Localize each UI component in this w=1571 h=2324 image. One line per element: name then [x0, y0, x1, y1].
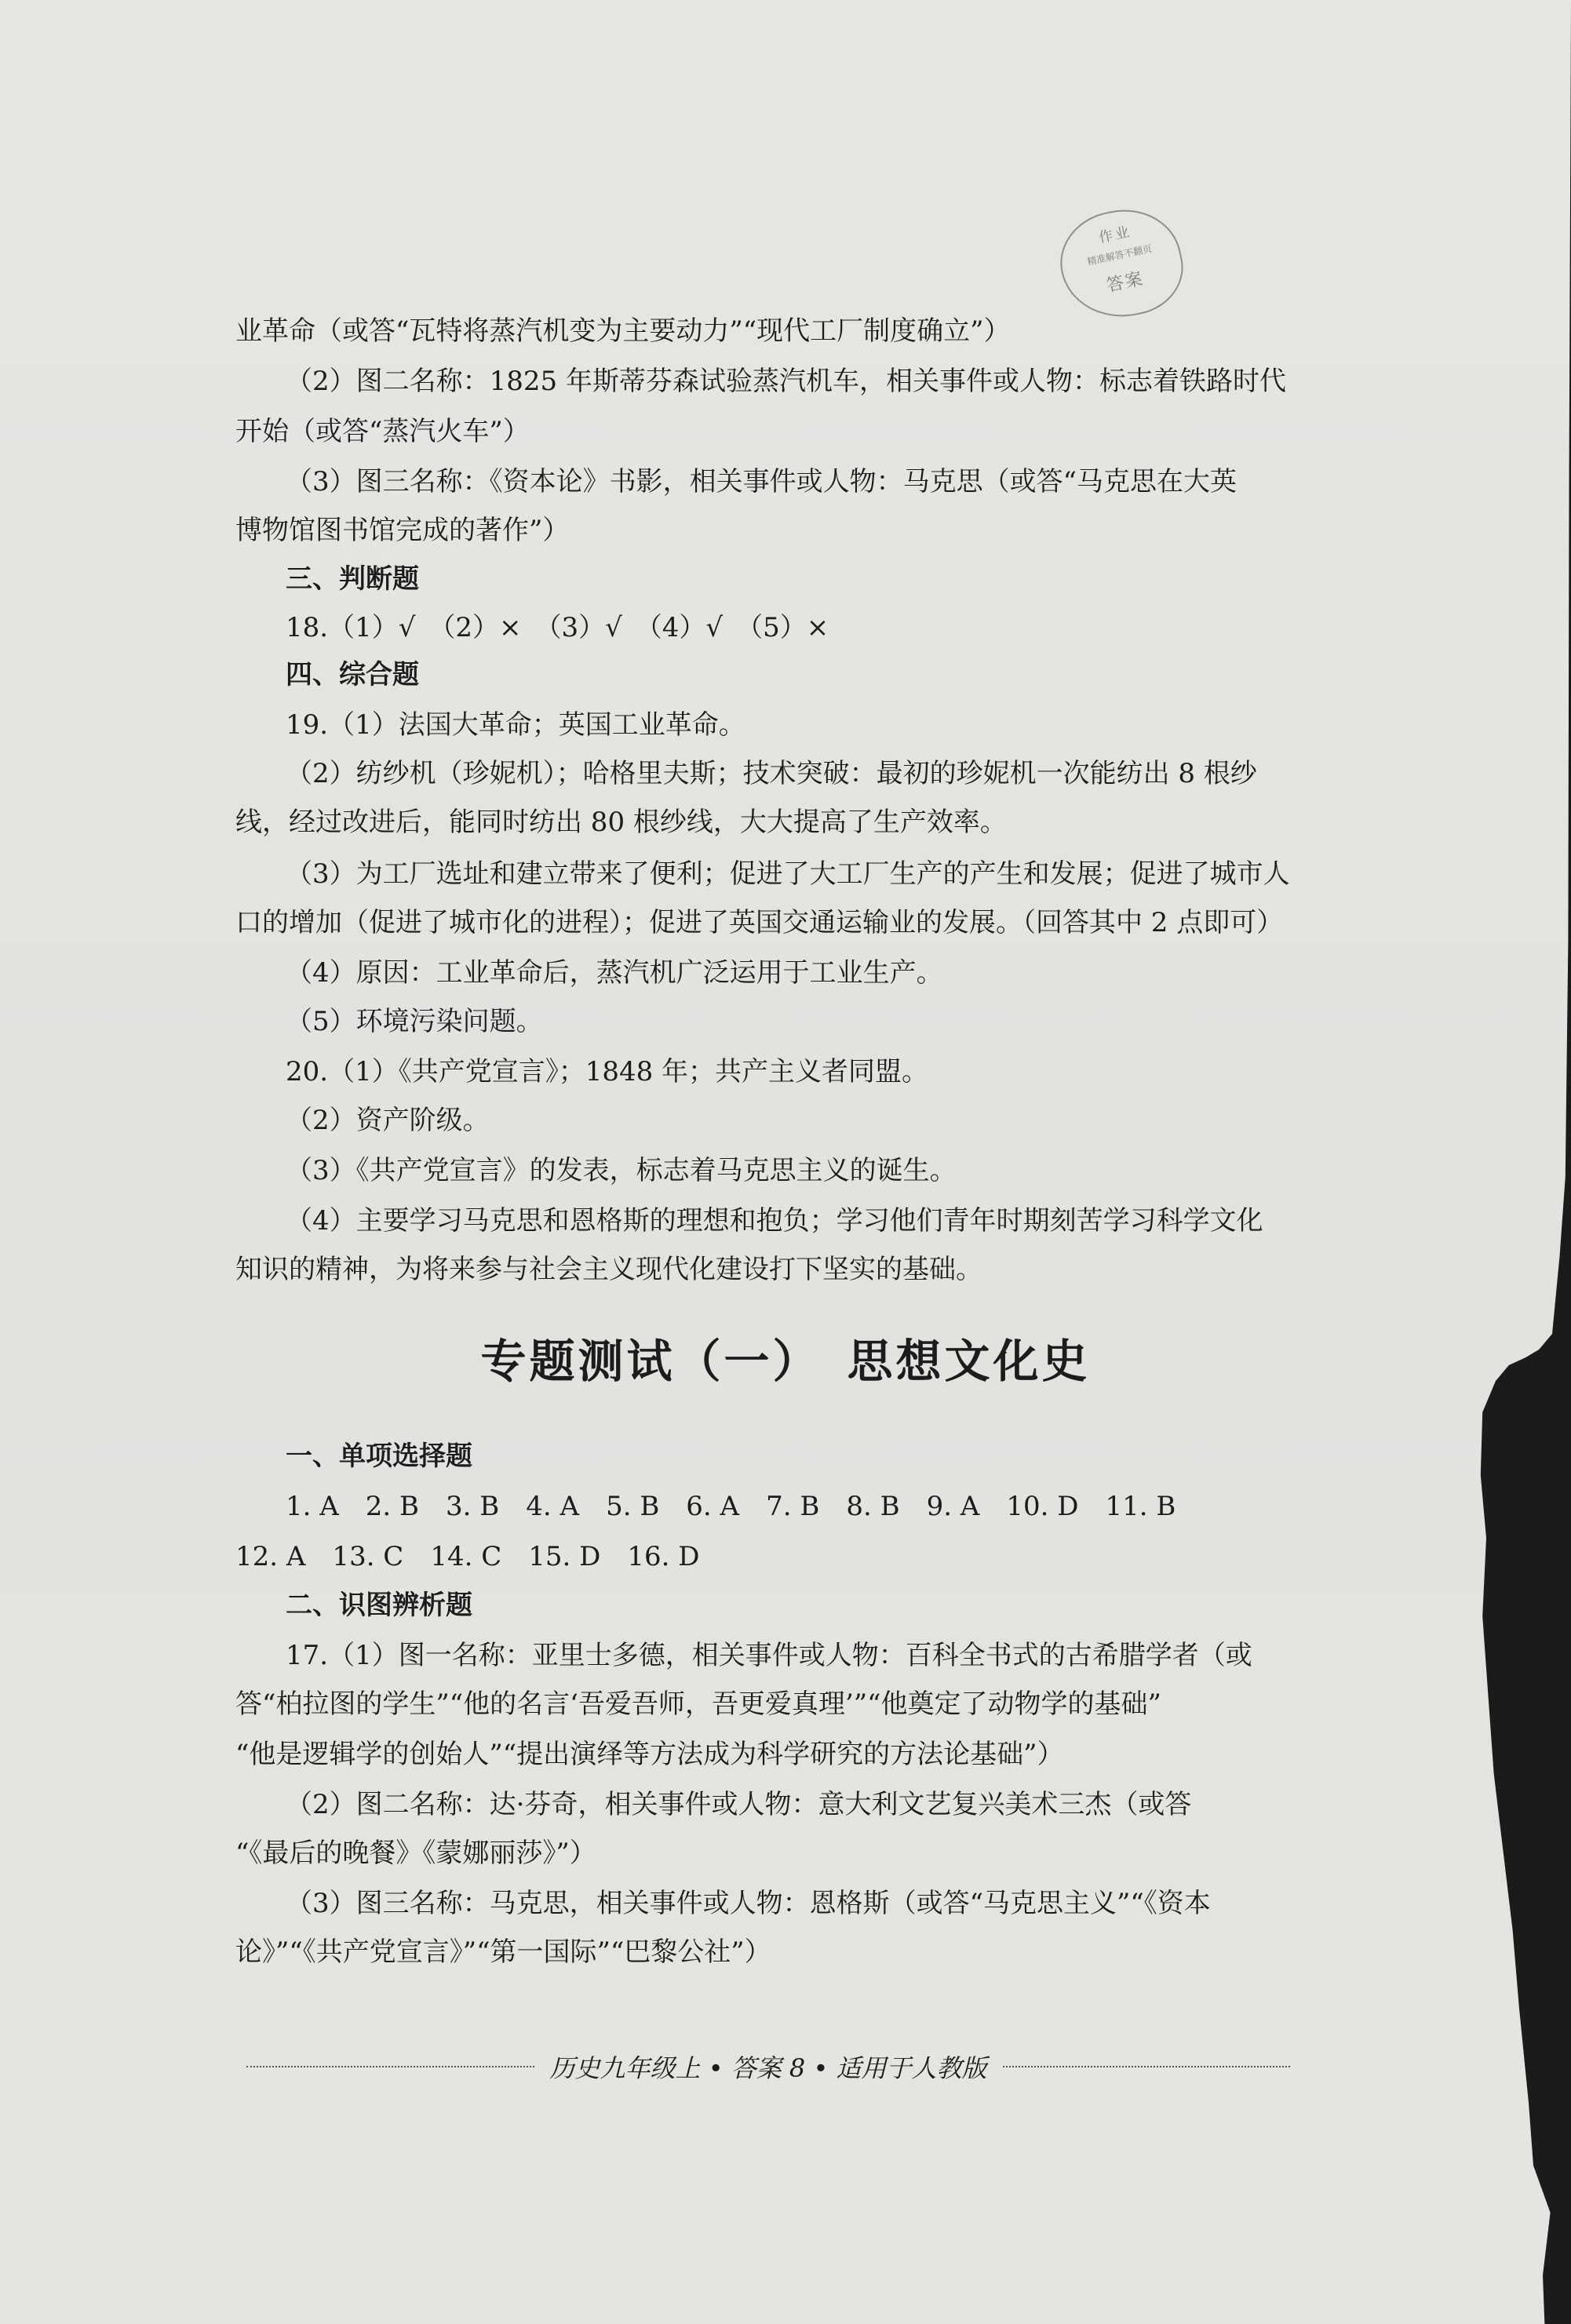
answer-line: 知识的精神，为将来参与社会主义现代化建设打下坚实的基础。	[235, 1254, 982, 1285]
answer-line: “《最后的晚餐》《蒙娜丽莎》”）	[235, 1838, 596, 1869]
answer-line: 18.（1）√ （2）× （3）√ （4）√ （5）×	[286, 612, 829, 643]
section-heading-single-choice: 一、单项选择题	[286, 1441, 472, 1472]
answer-line: （3）图三名称：《资本论》书影，相关事件或人物：马克思（或答“马克思在大英	[286, 466, 1237, 497]
answer-line: （2）资产阶级。	[286, 1105, 490, 1136]
answer-line: （2）纺纱机（珍妮机）；哈格里夫斯；技术突破：最初的珍妮机一次能纺出 8 根纱	[286, 758, 1257, 789]
answer-line: （2）图二名称：1825 年斯蒂芬森试验蒸汽机车，相关事件或人物：标志着铁路时代	[286, 366, 1286, 397]
answer-line: 博物馆图书馆完成的著作”）	[235, 515, 570, 546]
answer-line: 业革命（或答“瓦特将蒸汽机变为主要动力”“现代工厂制度确立”）	[235, 315, 1011, 347]
section-heading-comprehensive: 四、综合题	[286, 659, 419, 690]
answer-line: 口的增加（促进了城市化的进程）；促进了英国交通运输业的发展。（回答其中 2 点即可）	[235, 907, 1284, 938]
stamp-line-1: 作业	[1097, 223, 1133, 246]
footer-rule-right	[1003, 2066, 1291, 2067]
answer-line: （4）主要学习马克思和恩格斯的理想和抱负；学习他们青年时期刻苦学习科学文化	[286, 1205, 1263, 1237]
answer-line: 论》”“《共产党宣言》”“第一国际”“巴黎公社”）	[235, 1936, 771, 1968]
section-title: 专题测试（一） 思想文化史	[480, 1335, 1091, 1388]
answer-line: 线，经过改进后，能同时纺出 80 根纱线，大大提高了生产效率。	[235, 807, 1007, 838]
answer-line: （3）图三名称：马克思，相关事件或人物：恩格斯（或答“马克思主义”“《资本	[286, 1888, 1211, 1919]
section-heading-image-analysis: 二、识图辨析题	[286, 1590, 472, 1621]
footer-text: 历史九年级上 • 答案 8 • 适用于人教版	[549, 2053, 987, 2083]
answer-line: “他是逻辑学的创始人”“提出演绎等方法成为科学研究的方法论基础”）	[235, 1739, 1064, 1770]
stamp-line-2: 精准解答不翻页	[1086, 242, 1154, 268]
answer-line: 1. A 2. B 3. B 4. A 5. B 6. A 7. B 8. B 9. A 10. D 11. B	[286, 1491, 1176, 1522]
answer-line: 答“柏拉图的学生”“他的名言‘吾爱吾师，吾更爱真理’”“他奠定了动物学的基础”	[235, 1688, 1161, 1720]
answer-line: 20.（1）《共产党宣言》；1848 年；共产主义者同盟。	[286, 1056, 929, 1087]
answer-line: 12. A 13. C 14. C 15. D 16. D	[235, 1541, 700, 1572]
answer-line: 17.（1）图一名称：亚里士多德，相关事件或人物：百科全书式的古希腊学者（或	[286, 1640, 1252, 1671]
footer-rule-left	[246, 2066, 534, 2067]
answer-line: （4）原因：工业革命后，蒸汽机广泛运用于工业生产。	[286, 957, 943, 989]
answer-line: （3）《共产党宣言》的发表，标志着马克思主义的诞生。	[286, 1155, 957, 1186]
answer-line: （5）环境污染问题。	[286, 1006, 543, 1037]
page-footer	[231, 2049, 1306, 2084]
section-heading-judgment: 三、判断题	[286, 563, 419, 595]
answer-line: （2）图二名称：达·芬奇，相关事件或人物：意大利文艺复兴美术三杰（或答	[286, 1789, 1192, 1820]
answer-line: （3）为工厂选址和建立带来了便利；促进了大工厂生产的产生和发展；促进了城市人	[286, 858, 1290, 890]
answer-line: 19.（1）法国大革命；英国工业革命。	[286, 709, 745, 741]
answer-line: 开始（或答“蒸汽火车”）	[235, 416, 530, 447]
stamp-line-3: 答案	[1105, 268, 1146, 297]
